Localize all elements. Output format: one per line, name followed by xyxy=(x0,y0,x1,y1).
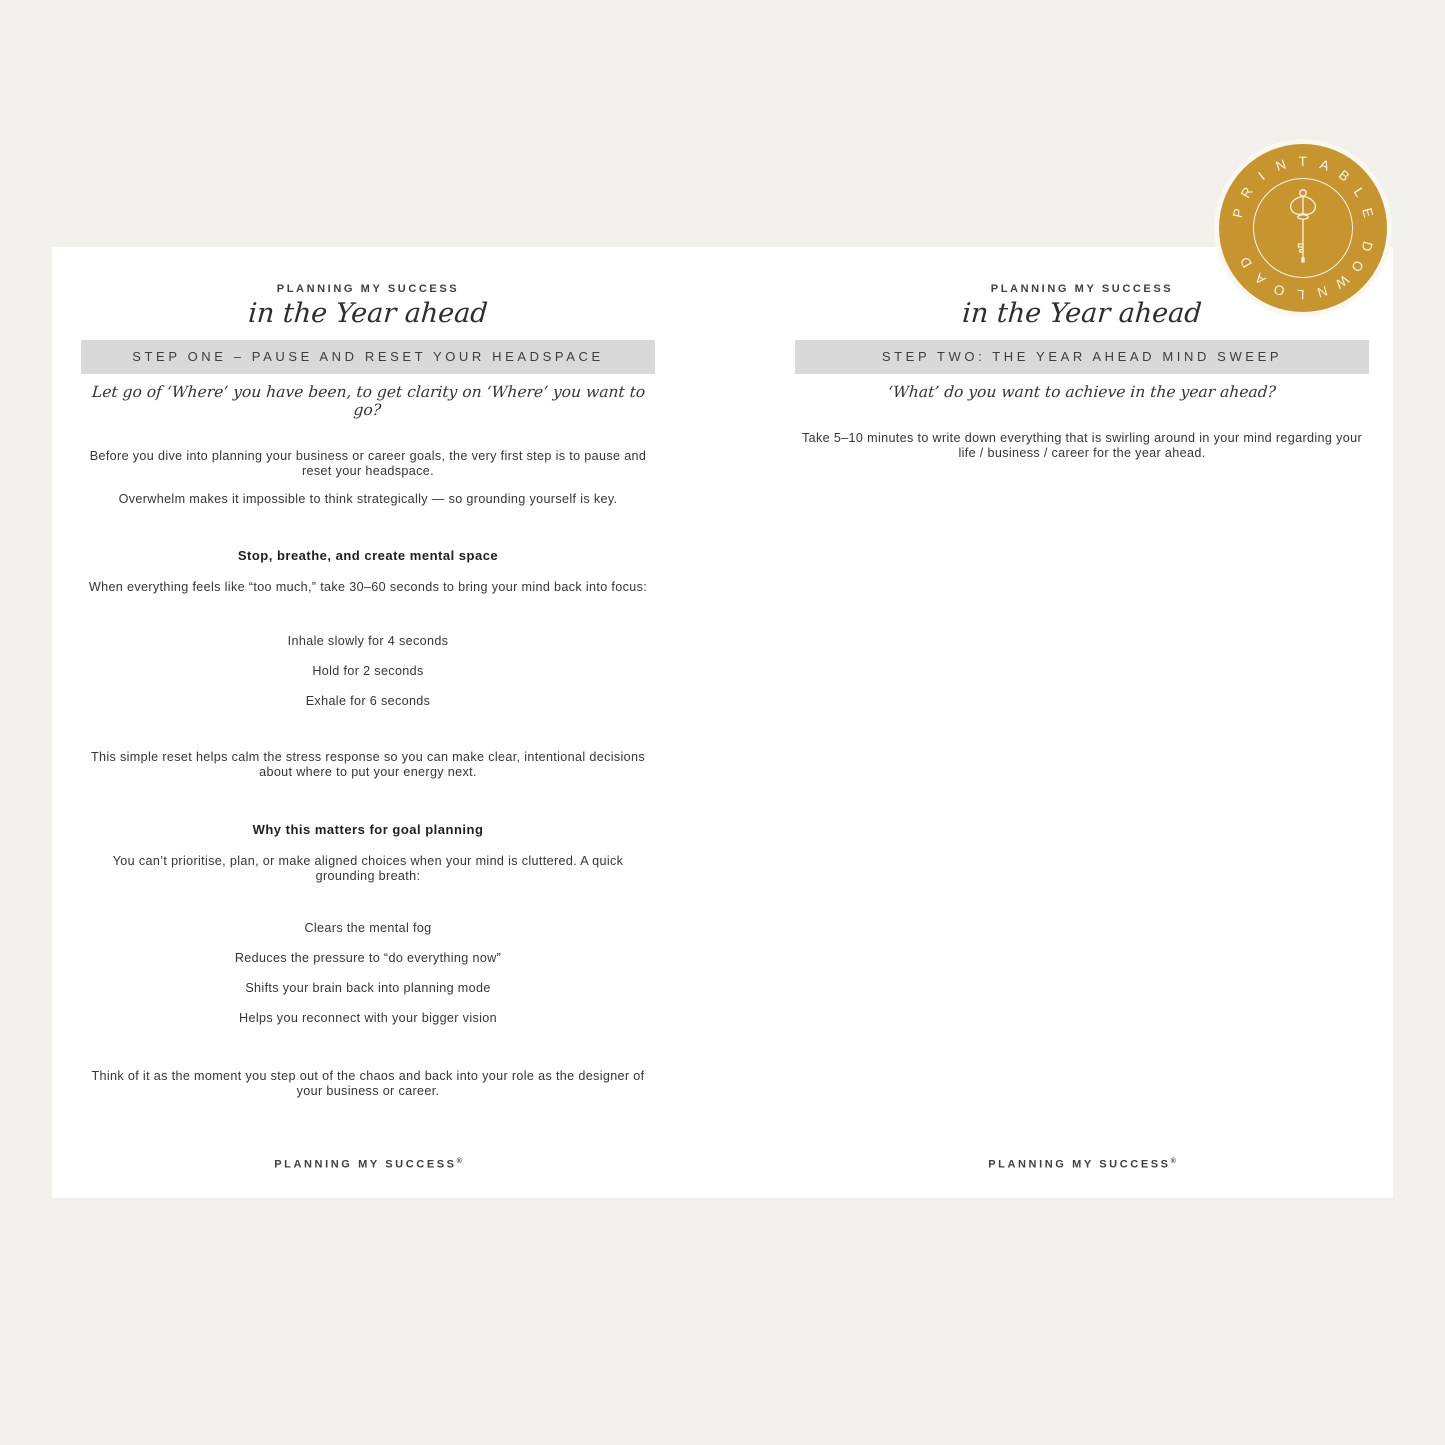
paragraph-mind-sweep: Take 5–10 minutes to write down everything that is swirling around in your mind regarding your life / business / career for the year ahead. xyxy=(801,431,1362,460)
page-title-script: in the Year ahead xyxy=(247,298,489,329)
step-two-banner: STEP TWO: THE YEAR AHEAD MIND SWEEP xyxy=(795,340,1369,374)
paragraph-why: You can’t prioritise, plan, or make aligned choices when your mind is cluttered. A quick grounding breath: xyxy=(112,854,624,883)
breath-step-item: Hold for 2 seconds xyxy=(312,664,424,678)
footer-brand-text: PLANNING MY SUCCESS xyxy=(988,1159,1171,1171)
benefit-item: Helps you reconnect with your bigger vision xyxy=(239,1011,497,1025)
heading-why: Why this matters for goal planning xyxy=(252,822,484,837)
footer-brand xyxy=(81,1158,655,1171)
page-title-script: in the Year ahead xyxy=(961,298,1203,329)
benefit-item: Clears the mental fog xyxy=(304,921,432,935)
page-step-two xyxy=(795,247,1369,1198)
step-two-subtitle: ‘What’ do you want to achieve in the year ahead? xyxy=(887,383,1277,401)
breath-step-item: Exhale for 6 seconds xyxy=(305,694,431,708)
registered-mark: ® xyxy=(456,1158,462,1166)
paragraph-intro-2: Overwhelm makes it impossible to think strategically — so grounding yourself is key. xyxy=(118,492,618,506)
brand-header: PLANNING MY SUCCESS xyxy=(276,283,460,295)
brand-header: PLANNING MY SUCCESS xyxy=(990,283,1174,295)
step-one-banner: STEP ONE – PAUSE AND RESET YOUR HEADSPACE xyxy=(81,340,655,374)
heading-breathe: Stop, breathe, and create mental space xyxy=(237,548,499,563)
paragraph-intro-1: Before you dive into planning your business or career goals, the very first step is to pause and reset your headspace. xyxy=(89,449,647,478)
paragraph-breathe: When everything feels like “too much,” take 30–60 seconds to bring your mind back into focus: xyxy=(88,580,648,594)
footer-brand-text: PLANNING MY SUCCESS xyxy=(274,1159,457,1171)
page-step-one xyxy=(81,247,655,1198)
breath-step-item: Inhale slowly for 4 seconds xyxy=(287,634,449,648)
step-one-subtitle: Let go of ‘Where’ you have been, to get clarity on ‘Where’ you want to go? xyxy=(91,383,646,419)
printable-download-badge xyxy=(1219,144,1387,312)
benefit-item: Shifts your brain back into planning mode xyxy=(245,981,491,995)
paragraph-closing: Think of it as the moment you step out of the chaos and back into your role as the designer of your business or career. xyxy=(91,1069,645,1098)
document-sheet xyxy=(52,247,1393,1198)
footer-brand xyxy=(795,1158,1369,1171)
registered-mark: ® xyxy=(1170,1158,1176,1166)
badge-circular-text: P R I N T A B L E D O W N L O A D xyxy=(1229,153,1377,303)
benefit-item: Reduces the pressure to “do everything now” xyxy=(234,951,502,965)
paragraph-reset: This simple reset helps calm the stress response so you can make clear, intentional decisions about where to put your energy next. xyxy=(90,750,646,779)
